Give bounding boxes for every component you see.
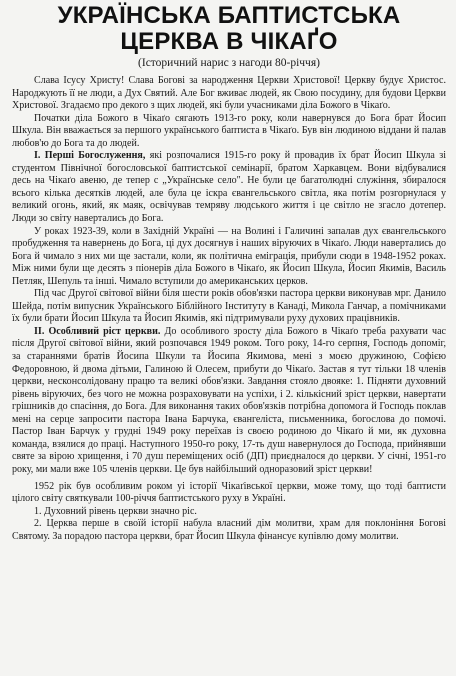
title-line-1: УКРАЇНСЬКА БАПТИСТСЬКА [57,2,401,29]
paragraph-wartime [12,288,446,326]
paragraph-text: які розпочалися 1915-го року й провадив їх брат Йосип Шкула зі студентом Північної богословської баптистської семінарії, братом Харкавцем. Вони відбувалися десь на Чікаґо авеню, де тепер с „Українське село". Не були це багатолюдні служіння, збиралося всього кілька десятків людей, але була це іскра євангельського світла, яка потім розгорнулася у великий огонь, який, як маяк, освічував темряву людського життя і це світло не згасло дотепер. Люди зо світу навертались до Бога. [12,150,446,225]
paragraph-text: 1952 рік був особливим роком уі історії Чікаґівської церкви, може тому, що тоді баптисти цілого світу святкували 100-річчя баптистського руху в Україні. [12,480,446,505]
section-1-paragraph [12,150,446,225]
paragraph-beginnings [12,113,446,151]
paragraph-text: Під час Другої світової війни біля шести років обов'язки пастора церкви виконував мрг. Данило Шейда, потім випусник Українського Біблійного Інституту в Канаді, Микола Ганчар, а помічниками їх були брати Йосип Шкула та Йосип Якимів, які підтримували руху духових працівників. [12,288,446,325]
section-2-paragraph [12,326,446,477]
paragraph-text: У роках 1923-39, коли в Західній Україні — на Волині і Галичині запалав дух євангельського пробудження та навернень до Бога, ці дух досягнув і наших віруючих в Чікаґо. Люди навертались до Бога й чимало з них ми ще застали, коли, як політична еміграція, прибули сюди в 1948-1952 роках. Між ними були ще десять з піонерів діла Божого в Чікаґо, як Йосип Шкула, Йосип Якимів, Василь Петляк, Шепуль та інші. Чимало вступили до американських церков. [12,225,446,287]
paragraph-text: Слава Ісусу Христу! Слава Богові за народження Церкви Христової! Церкву будує Христос. Народжують її не люди, а Дух Святий. Але Бог вживає людей, як Свою посудину, для будови Церкви Христової. Згадаємо про декого з щих людей, які були учасниками діла Божого в Чікаґо. [12,75,446,112]
document-title [12,3,446,55]
paragraph-intro [12,75,446,113]
section-heading-first-services: І. Перші Богослуження, [34,150,146,162]
paragraph-text: 1. Духовний рівень церкви значно ріс. [34,505,197,517]
document-subtitle: (Історичний нарис з нагоди 80-річчя) [138,57,320,69]
paragraph-revival [12,226,446,289]
title-line-2: ЦЕРКВА В ЧІКАҐО [120,28,338,55]
list-item-1 [12,506,446,519]
paragraph-1952 [12,481,446,506]
paragraph-text: Початки діла Божого в Чікаґо сягають 1913-го року, коли навернувся до Бога брат Йосип Шкула. Він вважається за першого українського баптиста в Чікаґо. Був він людиною віддани й палав любов'ю до Бога та до людей. [12,112,446,149]
paragraph-text: 2. Церква перше в своїй історії набула власний дім молитви, храм для поклоніння Богові Святому. За порадою пастора церкви, брат Йосип Шкула фінансує купівлю дому молитви. [12,518,446,542]
paragraph-text: До особливого зросту діла Божого в Чікаґо треба рахувати час після Другої світової війни, який розпочався 1949 роком. Того року, 14-го серпня, Господь допоміг, за стараннями братів Йосипа Шкули та Йосипа Якимова, мені з моєю дружиною, Софією Федоровною, й двома дітьми, Галиною й Олесем, прибути до Чікаґо. Застав я тут тільки 18 членів церкви, несконсолідовану працю та великі обов'язки. Завдання стояло двояке: 1. Підняти духовний рівень віруючих, без чого не можна розраховувати на успіхи, і 2. кількісний зріст церкви, навертати грішників до спасіння, до Бога. Для виконання таких обов'язків потрібна допомога й Господь поклав мені на серце запросити пастора Івана Барчука, євангеліста, письменника, богослова до помочі. Пастор Іван Барчук у грудні 1949 року переїхав із своєю родиною до Чікаґо й ми, як духовна команда, взялися до праці. Наступного 1950-го року, 17-ть душ навернулося до Господа, прийнявши святе за вірою хрищення, і 70 душ переміщених осіб (ДП) приєдналося до церкви. У січні, 1951-го року, ми мали вже 105 членів церкви. Це був найбільший одноразовий зріст церкви! [12,325,446,475]
list-item-2 [12,518,446,543]
section-heading-growth: II. Особливий ріст церкви. [34,325,161,337]
